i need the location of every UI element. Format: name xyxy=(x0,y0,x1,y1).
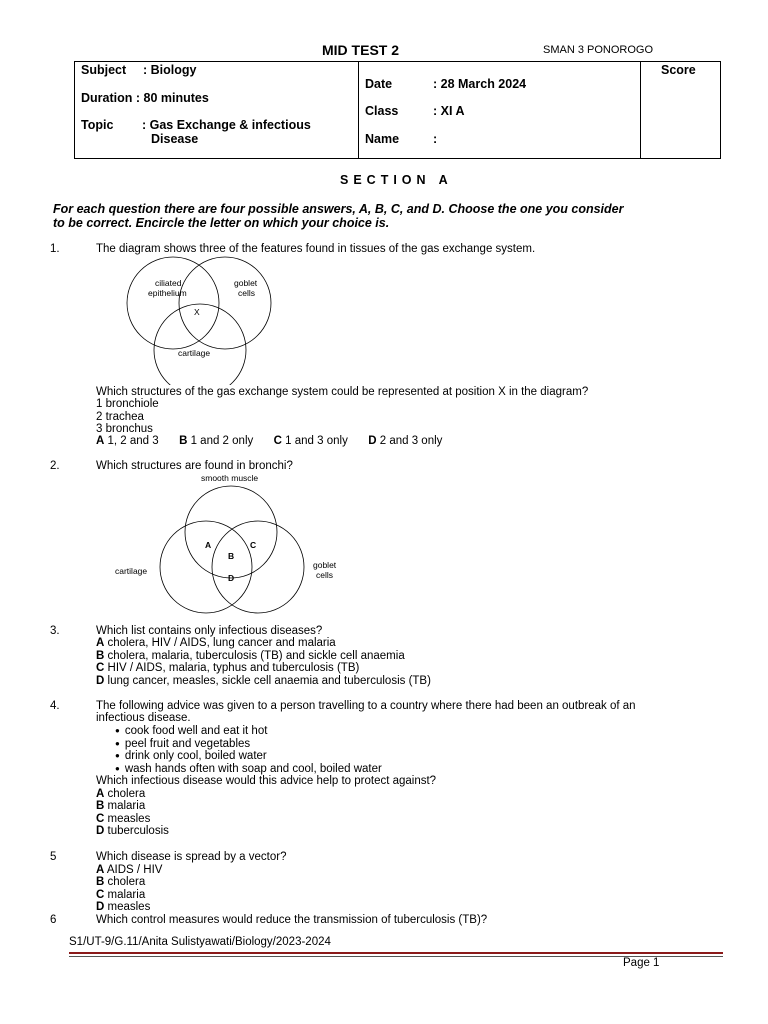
label-goblet: goblet xyxy=(234,278,258,288)
header-middle-cell xyxy=(359,62,641,159)
venn-circle-goblet xyxy=(212,521,304,613)
q1-venn-diagram xyxy=(115,255,285,385)
subject-label: Subject xyxy=(81,63,127,77)
q4-number: 4. xyxy=(50,700,60,712)
q4-bullet-4: ● wash hands often with soap and cool, boiled water xyxy=(115,763,382,775)
q4-option-c[interactable]: C measles xyxy=(96,813,151,825)
page-title: MID TEST 2 xyxy=(322,42,400,58)
q4-text-line-1: The following advice was given to a person travelling to a country where there had been an outbreak of an xyxy=(96,700,636,712)
q6-number: 6 xyxy=(50,914,57,926)
date-value: : 28 March 2024 xyxy=(433,77,527,91)
q2-text: Which structures are found in bronchi? xyxy=(96,460,293,472)
topic-label: Topic xyxy=(81,118,114,132)
q3-text: Which list contains only infectious diseases? xyxy=(96,625,323,637)
q4-question: Which infectious disease would this advice help to protect against? xyxy=(96,775,437,787)
q6-text: Which control measures would reduce the transmission of tuberculosis (TB)? xyxy=(96,914,488,926)
q1-options xyxy=(96,435,442,447)
class-label: Class xyxy=(365,104,399,118)
venn-circle-cartilage xyxy=(154,304,246,385)
q5-number: 5 xyxy=(50,851,57,863)
q4-bullet-1: ● cook food well and eat it hot xyxy=(115,725,267,737)
q4-option-d[interactable]: D tuberculosis xyxy=(96,825,169,837)
section-heading: SECTION A xyxy=(340,173,453,187)
q4-option-a[interactable]: A cholera xyxy=(96,788,146,800)
label-cartilage: cartilage xyxy=(115,566,148,576)
q3-option-c[interactable]: C HIV / AIDS, malaria, typhus and tuberculosis (TB) xyxy=(96,662,360,674)
topic-value: : Gas Exchange & infectious xyxy=(142,118,311,132)
label-d: D xyxy=(228,573,235,583)
q1-option-d[interactable]: D 2 and 3 only xyxy=(368,435,443,447)
footer-code: S1/UT-9/G.11/Anita Sulistyawati/Biology/2023-2024 xyxy=(69,936,331,948)
q1-option-b[interactable]: B 1 and 2 only xyxy=(179,435,254,447)
subject-value: : Biology xyxy=(143,63,197,77)
label-ciliated: ciliated xyxy=(155,278,182,288)
header-left-cell xyxy=(75,62,359,159)
q2-number: 2. xyxy=(50,460,60,472)
q3-option-a[interactable]: A cholera, HIV / AIDS, lung cancer and malaria xyxy=(96,637,336,649)
label-goblet-cells: cells xyxy=(316,570,334,580)
class-value: : XI A xyxy=(433,104,465,118)
q1-option-c[interactable]: C 1 and 3 only xyxy=(273,435,348,447)
header-table xyxy=(74,61,721,159)
venn-circle-smooth-muscle xyxy=(185,486,277,578)
q2-venn-diagram xyxy=(110,470,370,620)
page-number: Page 1 xyxy=(623,957,660,969)
label-goblet: goblet xyxy=(313,560,337,570)
label-epithelium: epithelium xyxy=(148,288,187,298)
q1-item-2: 2 trachea xyxy=(96,411,144,423)
label-goblet-cells: cells xyxy=(238,288,256,298)
q1-item-3: 3 bronchus xyxy=(96,423,153,435)
q3-number: 3. xyxy=(50,625,60,637)
q3-option-d[interactable]: D lung cancer, measles, sickle cell anaemia and tuberculosis (TB) xyxy=(96,675,431,687)
name-label: Name xyxy=(365,132,400,146)
q5-option-b[interactable]: B cholera xyxy=(96,876,146,888)
school-name: SMAN 3 PONOROGO xyxy=(543,44,654,56)
topic-value-cont: Disease xyxy=(151,132,199,146)
label-c: C xyxy=(250,540,257,550)
date-label: Date xyxy=(365,77,393,91)
q5-option-a[interactable]: A AIDS / HIV xyxy=(96,864,163,876)
q1-question: Which structures of the gas exchange system could be represented at position X in the diagram? xyxy=(96,386,589,398)
score-label: Score xyxy=(661,63,696,77)
q1-option-a[interactable]: A 1, 2 and 3 xyxy=(96,435,159,447)
q1-item-1: 1 bronchiole xyxy=(96,398,159,410)
label-b: B xyxy=(228,551,235,561)
q1-text: The diagram shows three of the features found in tissues of the gas exchange system. xyxy=(96,243,536,255)
label-a: A xyxy=(205,540,212,550)
name-value: : xyxy=(433,132,438,146)
q1-number: 1. xyxy=(50,243,60,255)
q4-text-line-2: infectious disease. xyxy=(96,712,191,724)
duration: Duration : 80 minutes xyxy=(81,91,209,105)
venn-circle-goblet xyxy=(179,257,271,349)
header-score-cell xyxy=(641,62,721,159)
q5-option-d[interactable]: D measles xyxy=(96,901,151,913)
venn-circle-ciliated xyxy=(127,257,219,349)
label-cartilage: cartilage xyxy=(178,348,211,358)
q4-bullet-2: ● peel fruit and vegetables xyxy=(115,738,250,750)
q4-option-b[interactable]: B malaria xyxy=(96,800,146,812)
instructions-line-1: For each question there are four possible answers, A, B, C, and D. Choose the one you consider xyxy=(53,202,624,216)
q3-option-b[interactable]: B cholera, malaria, tuberculosis (TB) and sickle cell anaemia xyxy=(96,650,405,662)
instructions-line-2: to be correct. Encircle the letter on which your choice is. xyxy=(53,216,390,230)
q5-option-c[interactable]: C malaria xyxy=(96,889,146,901)
label-smooth-muscle: smooth muscle xyxy=(201,473,259,483)
footer-rule-top xyxy=(69,952,723,954)
q4-bullet-3: ● drink only cool, boiled water xyxy=(115,750,267,762)
venn-circle-cartilage xyxy=(160,521,252,613)
q5-text: Which disease is spread by a vector? xyxy=(96,851,287,863)
label-x: X xyxy=(194,307,200,317)
